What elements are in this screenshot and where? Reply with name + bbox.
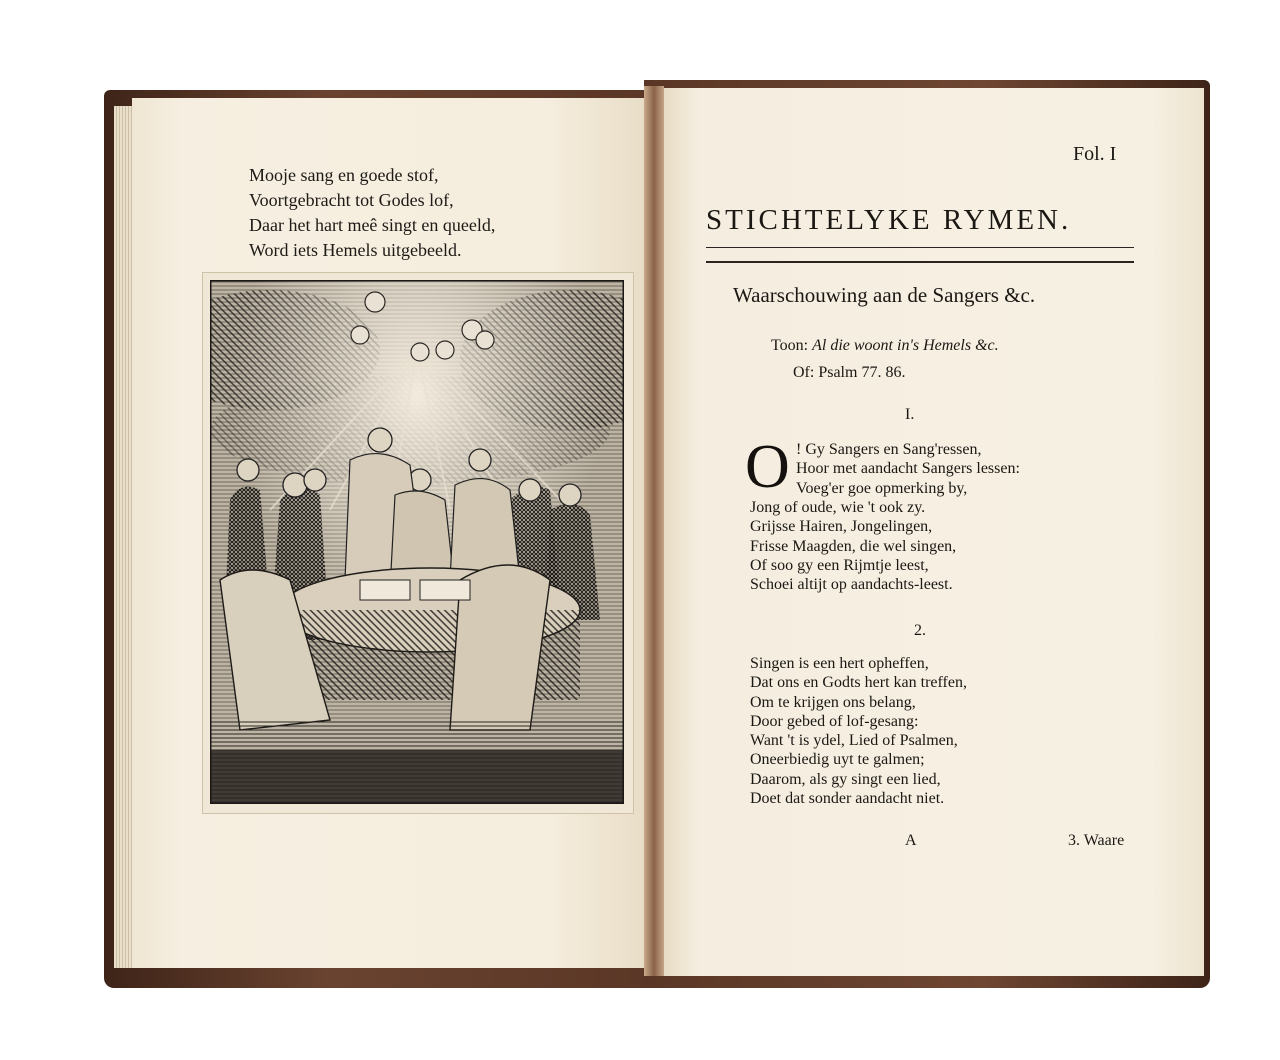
stanza-number-2: 2.	[914, 622, 926, 639]
title-rule-thick	[706, 261, 1134, 263]
verse-line: Jong of oude, wie 't ook zy.	[750, 499, 926, 516]
book-gutter	[644, 86, 664, 976]
stanza-2	[750, 654, 967, 808]
signature-mark: A	[905, 832, 917, 849]
verse-line: Door gebed of lof-gesang:	[750, 712, 919, 730]
verse-line: Om te krijgen ons belang,	[750, 693, 916, 711]
alt-tune-line	[793, 364, 905, 382]
stanza-number-1: I.	[905, 406, 915, 423]
verse-line: Of soo gy een Rijmtje leest,	[750, 556, 929, 574]
verse-line: Doet dat sonder aandacht niet.	[750, 790, 945, 808]
left-verse	[249, 163, 495, 263]
verse-line: Voeg'er goe opmerking by,	[796, 479, 968, 497]
verse-line: Dat ons en Godts hert kan treffen,	[750, 674, 967, 692]
stanza-1-rest	[750, 498, 956, 594]
stanza-1-indented	[796, 440, 1020, 498]
alt-tune-text: Psalm 77. 86.	[818, 364, 906, 381]
catchword: 3. Waare	[1068, 832, 1125, 849]
engraving-illustration	[210, 280, 624, 804]
title-rule	[706, 247, 1134, 248]
left-verse-line: Mooje sang en goede stof,	[249, 165, 439, 185]
alt-tune-label: Of:	[793, 364, 815, 381]
verse-line: Grijsse Hairen, Jongelingen,	[750, 518, 933, 536]
section-subtitle: Waarschouwing aan de Sangers &c.	[733, 283, 1036, 307]
verse-line: Schoei altijt op aandachts-leest.	[750, 576, 953, 594]
verse-line: Hoor met aandacht Sangers lessen:	[796, 460, 1020, 478]
left-verse-line: Voortgebracht tot Godes lof,	[249, 190, 454, 210]
drop-cap: O	[745, 433, 790, 501]
verse-line: Frisse Maagden, die wel singen,	[750, 537, 957, 555]
verse-line: Daarom, als gy singt een lied,	[750, 770, 941, 788]
page-title: STICHTELYKE RYMEN.	[706, 204, 1072, 236]
tune-text: Al die woont in's Hemels &c.	[812, 337, 999, 354]
left-verse-line: Word iets Hemels uitgebeeld.	[249, 240, 462, 260]
left-verse-line: Daar het hart meê singt en queeld,	[249, 215, 496, 235]
tune-label: Toon:	[771, 337, 809, 354]
verse-line: Oneerbiedig uyt te galmen;	[750, 751, 925, 769]
tune-line	[771, 337, 999, 355]
verse-line: Singen is een hert opheffen,	[750, 655, 929, 672]
folio-number: Fol. I	[1073, 143, 1117, 165]
verse-line: Want 't is ydel, Lied of Psalmen,	[750, 732, 958, 750]
verse-line: ! Gy Sangers en Sang'ressen,	[796, 441, 982, 458]
